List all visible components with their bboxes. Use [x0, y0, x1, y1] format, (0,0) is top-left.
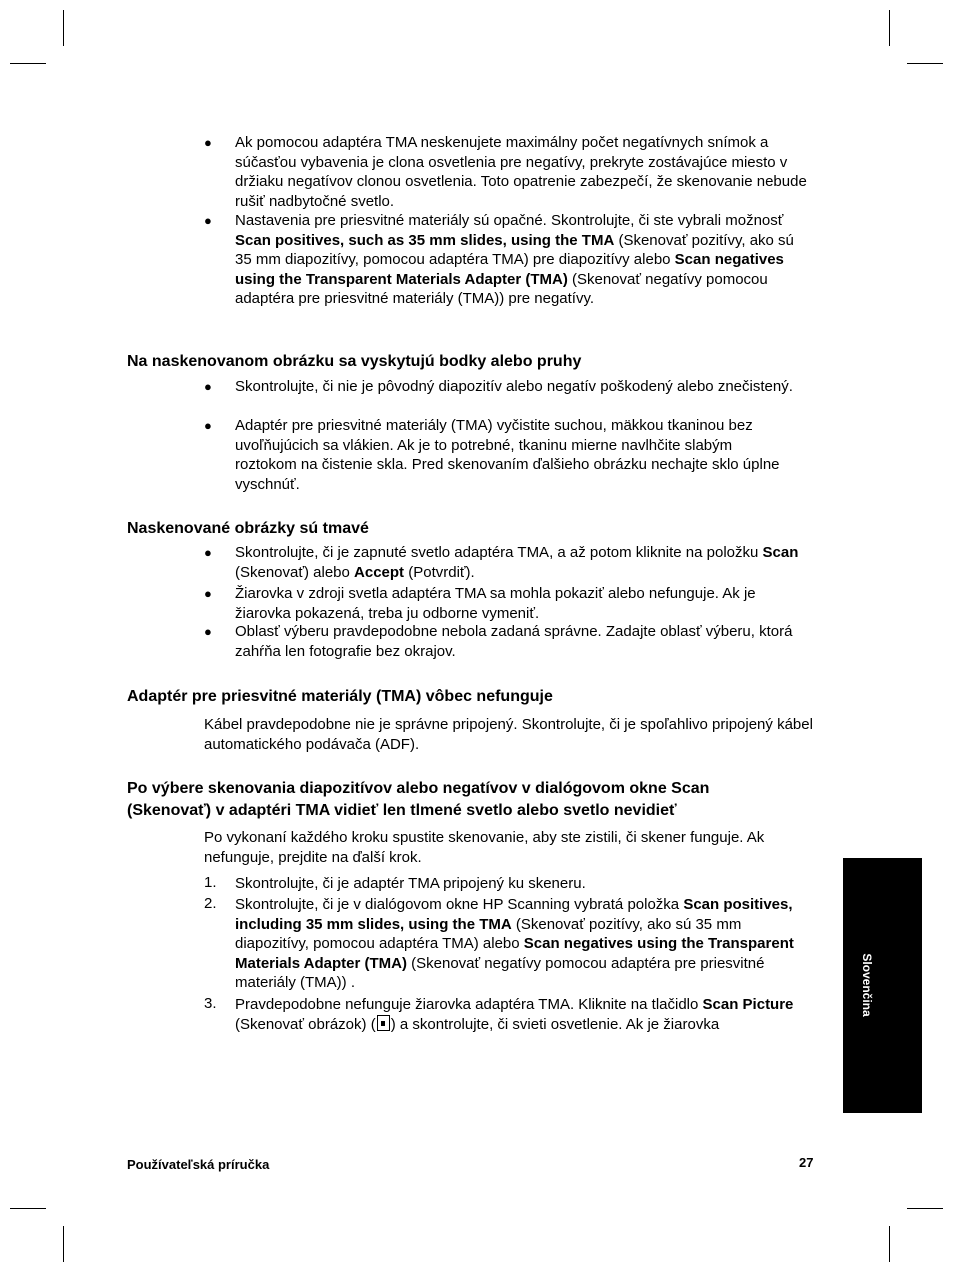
- language-tab: [843, 858, 922, 1113]
- paragraph: Kábel pravdepodobne nie je správne pripojený. Skontrolujte, či je spoľahlivo pripojený kábel automatického podávača (ADF).: [204, 716, 813, 753]
- page-number: 27: [799, 1155, 814, 1170]
- bullet-marker: ●: [204, 213, 212, 228]
- section-heading: Naskenované obrázky sú tmavé: [127, 520, 369, 537]
- bullet-marker: ●: [204, 379, 212, 394]
- crop-mark: [63, 10, 64, 46]
- crop-mark: [889, 1226, 890, 1262]
- crop-mark: [10, 63, 46, 64]
- scan-picture-icon: [377, 1015, 390, 1031]
- list-item: Skontrolujte, či je v dialógovom okne HP Scanning vybratá položka Scan positives, including 35 mm slides, using the TMA (Skenovať pozitívy, ako sú 35 mm diapozitívy, pomocou adaptéra TMA) alebo Scan negatives using the Transparent Materials Adapter (TMA) (Skenovať negatívy pomocou adaptéra pre priesvitné materiály (TMA)) .: [235, 896, 794, 991]
- list-item: Skontrolujte, či nie je pôvodný diapozitív alebo negatív poškodený alebo znečistený.: [235, 378, 793, 395]
- list-item: Nastavenia pre priesvitné materiály sú opačné. Skontrolujte, či ste vybrali možnosť Scan positives, such as 35 mm slides, using the TMA (Skenovať pozitívy, ako sú 35 mm diapozitívy, pomocou adaptéra TMA) pre diapozitívy alebo Scan negatives using the Transparent Materials Adapter (TMA) (Skenovať negatívy pomocou adaptéra pre priesvitné materiály (TMA)) pre negatívy.: [235, 212, 794, 307]
- paragraph: Po vykonaní každého kroku spustite skenovanie, aby ste zistili, či skener funguje. Ak nefunguje, prejdite na ďalší krok.: [204, 829, 765, 866]
- bullet-marker: ●: [204, 135, 212, 150]
- crop-mark: [907, 63, 943, 64]
- list-item: Pravdepodobne nefunguje žiarovka adaptéra TMA. Kliknite na tlačidlo Scan Picture (Skenovať obrázok) ( ) a skontrolujte, či svieti osvetlenie. Ak je žiarovka: [235, 996, 794, 1033]
- list-item: Skontrolujte, či je adaptér TMA pripojený ku skeneru.: [235, 875, 586, 892]
- list-item: Skontrolujte, či je zapnuté svetlo adaptéra TMA, a až potom kliknite na položku Scan (Skenovať) alebo Accept (Potvrdiť).: [235, 544, 799, 581]
- list-item: Ak pomocou adaptéra TMA neskenujete maximálny počet negatívnych snímok a súčasťou vybavenia je clona osvetlenia pre negatívy, prekryte zostávajúce miesto v držiaku negatívov clonou osvetlenia. Toto opatrenie zabezpečí, že skenovanie nebude rušiť nadbytočné svetlo.: [235, 134, 807, 210]
- crop-mark: [907, 1208, 943, 1209]
- list-item: Oblasť výberu pravdepodobne nebola zadaná správne. Zadajte oblasť výberu, ktorá zahŕňa len fotografie bez okrajov.: [235, 623, 793, 660]
- footer-title: Používateľská príručka: [127, 1157, 270, 1172]
- bullet-marker: ●: [204, 624, 212, 639]
- crop-mark: [889, 10, 890, 46]
- step-number: 2.: [204, 895, 217, 912]
- crop-mark: [10, 1208, 46, 1209]
- section-heading: Adaptér pre priesvitné materiály (TMA) vôbec nefunguje: [127, 688, 553, 705]
- list-item: Adaptér pre priesvitné materiály (TMA) vyčistite suchou, mäkkou tkaninou bez uvoľňujúcich sa vlákien. Ak je to potrebné, tkaninu mierne navlhčite slabým roztokom na čistenie skla. Pred skenovaním ďalšieho obrázku nechajte sklo úplne vyschnúť.: [235, 417, 780, 493]
- bullet-marker: ●: [204, 418, 212, 433]
- crop-mark: [63, 1226, 64, 1262]
- list-item: Žiarovka v zdroji svetla adaptéra TMA sa mohla pokaziť alebo nefunguje. Ak je žiarovka pokazená, treba ju odborne vymeniť.: [235, 585, 756, 622]
- bullet-marker: ●: [204, 545, 212, 560]
- bullet-marker: ●: [204, 586, 212, 601]
- step-number: 3.: [204, 995, 217, 1012]
- step-number: 1.: [204, 874, 217, 891]
- section-heading: Po výbere skenovania diapozitívov alebo negatívov v dialógovom okne Scan (Skenovať) v adaptéri TMA vidieť len tlmené svetlo alebo svetlo nevidieť: [127, 780, 710, 819]
- section-heading: Na naskenovanom obrázku sa vyskytujú bodky alebo pruhy: [127, 353, 582, 370]
